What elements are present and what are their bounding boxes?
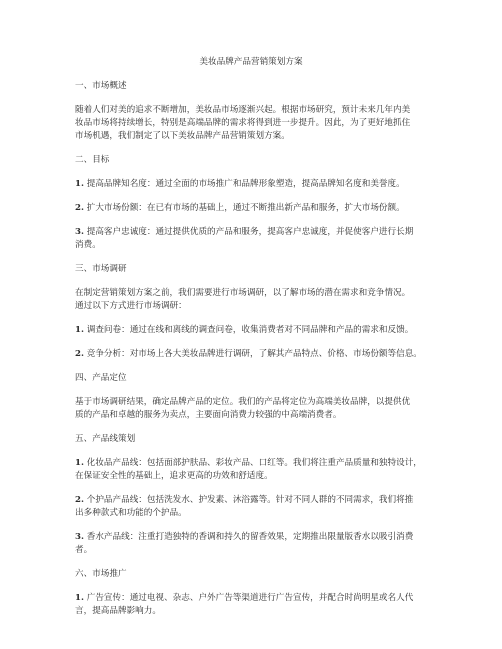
list-item bbox=[75, 531, 413, 543]
paragraph-line: 随着人们对美的追求不断增加，美妆品市场逐渐兴起。根据市场研究，预计未来几年内美 bbox=[75, 105, 411, 115]
item-continuation: 出多种款式和功能的个护品。 bbox=[75, 508, 187, 518]
item-continuation: 消费。 bbox=[75, 240, 101, 250]
paragraph-line: 市场机遇，我们制定了以下美妆品牌产品营销策划方案。 bbox=[75, 131, 290, 141]
paragraph-line: 质的产品和卓越的服务为卖点，主要面向消费力较强的中高端消费者。 bbox=[75, 410, 342, 420]
item-number: 1. bbox=[75, 179, 84, 189]
item-text: 调查问卷：通过在线和离线的调查问卷，收集消费者对不同品牌和产品的需求和反馈。 bbox=[86, 325, 414, 335]
paragraph-line: 妆品市场将持续增长，特别是高端品牌的需求将得到进一步提升。因此，为了更好地抓住 bbox=[75, 118, 411, 128]
item-number: 1. bbox=[75, 593, 84, 603]
list-item bbox=[75, 178, 405, 190]
item-continuation: 言，提高品牌影响力。 bbox=[75, 606, 161, 616]
section-heading: 五、产品线策划 bbox=[75, 434, 136, 444]
list-item bbox=[75, 457, 422, 469]
document-title: 美妆品牌产品营销策划方案 bbox=[199, 57, 303, 67]
item-continuation: 者。 bbox=[75, 545, 93, 555]
item-text: 提高品牌知名度：通过全面的市场推广和品牌形象塑造，提高品牌知名度和美誉度。 bbox=[86, 179, 405, 189]
item-number: 2. bbox=[75, 349, 84, 359]
item-text: 化妆品产品线：包括面部护肤品、彩妆产品、口红等。我们将注重产品质量和独特设计， bbox=[86, 458, 422, 468]
section-heading: 六、市场推广 bbox=[75, 569, 127, 579]
item-text: 竞争分析：对市场上各大美妆品牌进行调研，了解其产品特点、价格、市场份额等信息。 bbox=[86, 349, 422, 359]
section-heading: 二、目标 bbox=[75, 155, 110, 165]
item-number: 2. bbox=[75, 203, 84, 213]
item-text: 广告宣传：通过电视、杂志、户外广告等渠道进行广告宣传，并配合时尚明星或名人代 bbox=[86, 593, 414, 603]
paragraph-line: 通过以下方式进行市场调研： bbox=[75, 301, 187, 311]
section-heading: 一、市场概述 bbox=[75, 81, 127, 91]
list-item bbox=[75, 348, 422, 360]
list-item bbox=[75, 592, 413, 604]
item-number: 2. bbox=[75, 495, 84, 505]
item-number: 3. bbox=[75, 227, 84, 237]
list-item bbox=[75, 226, 413, 238]
item-text: 个护品产品线：包括洗发水、护发素、沐浴露等。针对不同人群的不同需求，我们将推 bbox=[86, 495, 414, 505]
item-number: 3. bbox=[75, 532, 84, 542]
item-text: 扩大市场份额：在已有市场的基础上，通过不断推出新产品和服务，扩大市场份额。 bbox=[86, 203, 405, 213]
paragraph-line: 在制定营销策划方案之前，我们需要进行市场调研，以了解市场的潜在需求和竞争情况。 bbox=[75, 288, 411, 298]
item-text: 香水产品线：注重打造独特的香调和持久的留香效果，定期推出限量版香水以吸引消费 bbox=[86, 532, 414, 542]
list-item bbox=[75, 494, 413, 506]
list-item bbox=[75, 324, 413, 336]
list-item bbox=[75, 202, 405, 214]
item-text: 提高客户忠诚度：通过提供优质的产品和服务，提高客户忠诚度，并促使客户进行长期 bbox=[86, 227, 414, 237]
section-heading: 四、产品定位 bbox=[75, 373, 127, 383]
item-number: 1. bbox=[75, 458, 84, 468]
item-continuation: 在保证安全性的基础上，追求更高的功效和舒适度。 bbox=[75, 471, 273, 481]
paragraph-line: 基于市场调研结果，确定品牌产品的定位。我们的产品将定位为高端美妆品牌，以提供优 bbox=[75, 397, 411, 407]
section-heading: 三、市场调研 bbox=[75, 264, 127, 274]
item-number: 1. bbox=[75, 325, 84, 335]
